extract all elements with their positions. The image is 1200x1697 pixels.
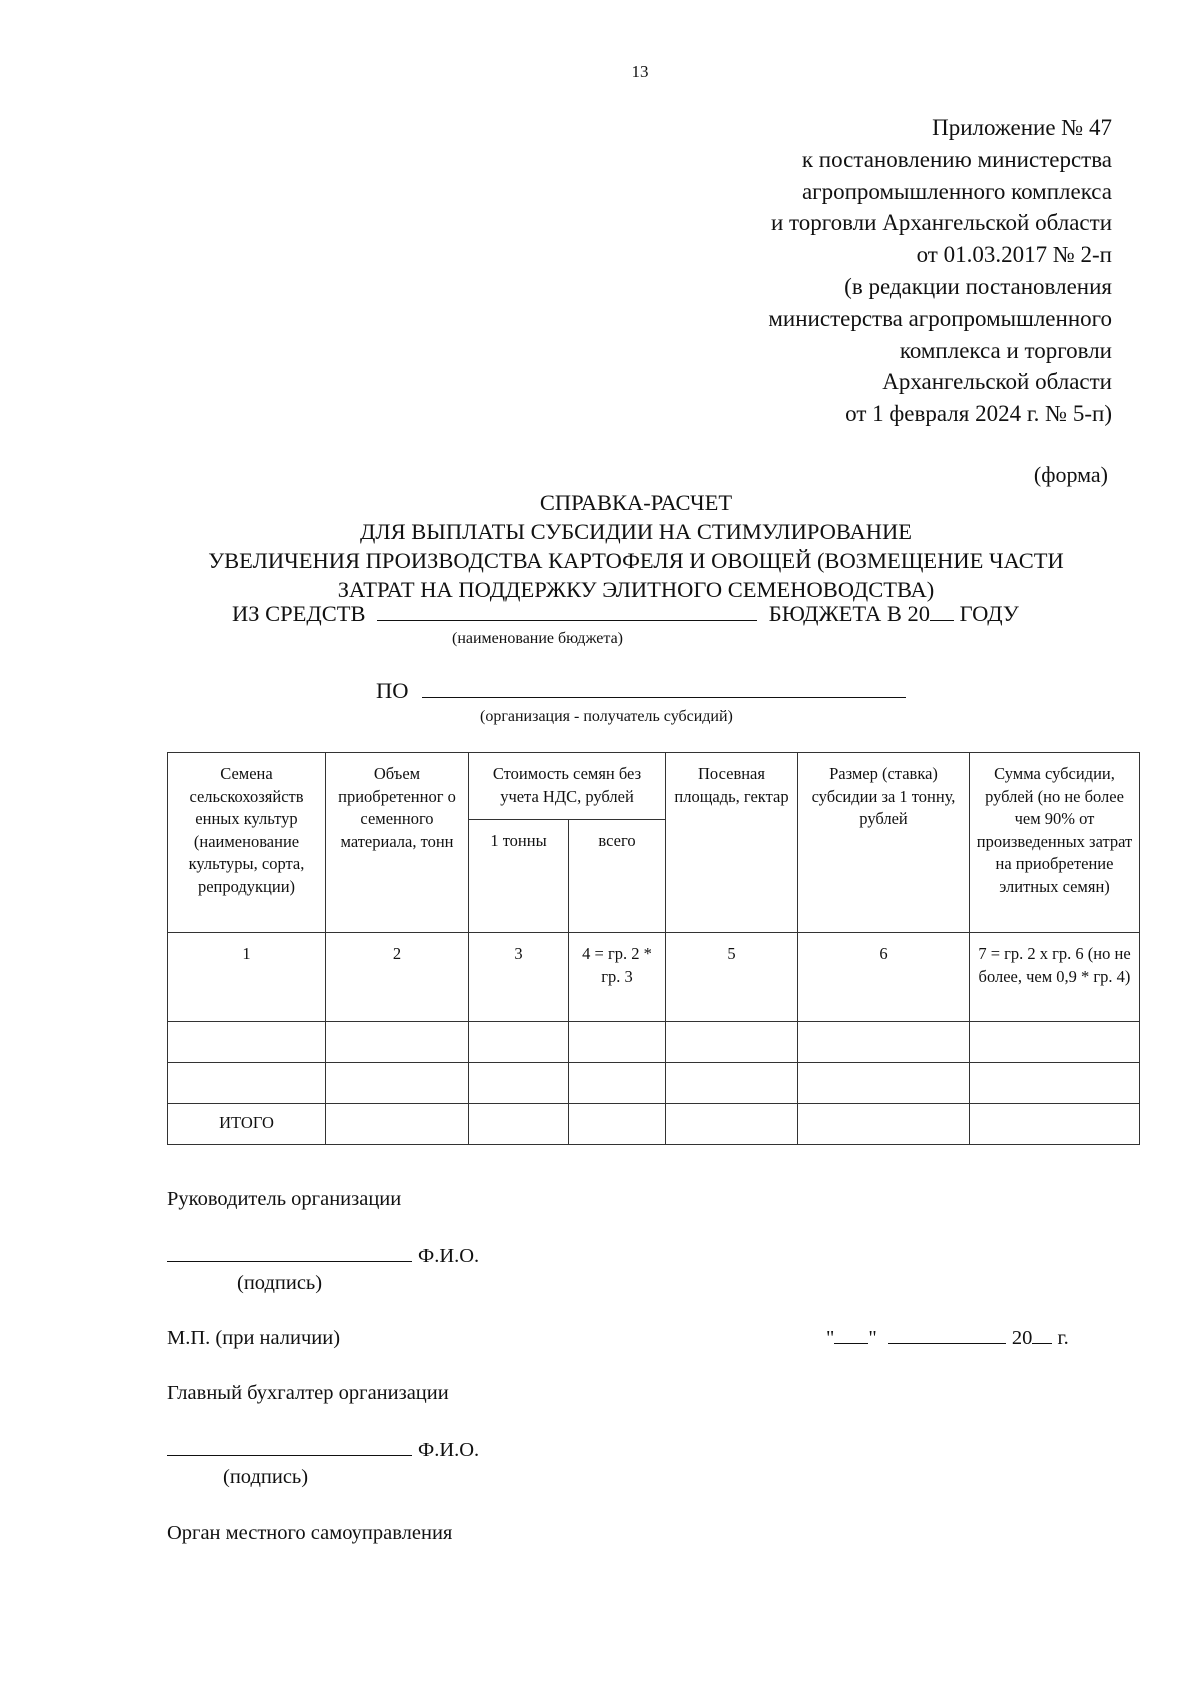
budget-suffix-end: ГОДУ xyxy=(959,601,1019,626)
table-cell[interactable] xyxy=(798,1104,970,1145)
org-name-blank[interactable] xyxy=(422,679,906,698)
table-cell[interactable] xyxy=(970,1104,1140,1145)
table-row xyxy=(168,1022,1140,1063)
table-cell[interactable] xyxy=(666,1022,798,1063)
budget-suffix: БЮДЖЕТА В 20 xyxy=(768,601,931,626)
header-cost-total: всего xyxy=(569,820,666,933)
table-cell[interactable] xyxy=(326,1104,469,1145)
header-rate: Размер (ставка) субсидии за 1 тонну, рублей xyxy=(798,753,970,933)
appendix-line: (в редакции постановления xyxy=(844,273,1112,299)
date-suffix: г. xyxy=(1057,1327,1069,1349)
table-cell[interactable] xyxy=(326,1063,469,1104)
header-volume: Объем приобретенног о семенного материала, тонн xyxy=(326,753,469,933)
head-title: Руководитель организации xyxy=(167,1188,402,1210)
accountant-signature-hint: (подпись) xyxy=(223,1466,309,1488)
col-number: 1 xyxy=(168,933,326,1022)
col-number: 2 xyxy=(326,933,469,1022)
accountant-title: Главный бухгалтер организации xyxy=(167,1382,449,1404)
title-line: ЗАТРАТ НА ПОДДЕРЖКУ ЭЛИТНОГО СЕМЕНОВОДСТВА) xyxy=(337,577,935,602)
table-cell[interactable] xyxy=(970,1022,1140,1063)
title-line: ДЛЯ ВЫПЛАТЫ СУБСИДИИ НА СТИМУЛИРОВАНИЕ xyxy=(360,519,912,544)
col-number: 7 = гр. 2 х гр. 6 (но не более, чем 0,9 * гр. 4) xyxy=(970,933,1140,1022)
accountant-signature-blank[interactable] xyxy=(167,1437,412,1456)
header-subsidy-sum: Сумма субсидии, рублей (но не более чем 90% от произведенных затрат на приобретение элитных семян) xyxy=(970,753,1140,933)
accountant-fio: Ф.И.О. xyxy=(418,1439,480,1461)
table-cell[interactable] xyxy=(469,1022,569,1063)
col-number: 4 = гр. 2 * гр. 3 xyxy=(569,933,666,1022)
table-cell[interactable] xyxy=(798,1063,970,1104)
appendix-line: Приложение № 47 xyxy=(932,115,1112,140)
table-cell[interactable] xyxy=(798,1022,970,1063)
table-cell[interactable] xyxy=(469,1063,569,1104)
page-number: 13 xyxy=(631,62,649,81)
table-row xyxy=(168,1063,1140,1104)
date-year-blank[interactable] xyxy=(1032,1327,1052,1344)
appendix-line: комплекса и торговли xyxy=(899,337,1112,363)
table-cell[interactable] xyxy=(666,1063,798,1104)
stamp-label: М.П. (при наличии) xyxy=(167,1327,341,1349)
budget-year-blank[interactable] xyxy=(930,602,954,621)
local-gov-label: Орган местного самоуправления xyxy=(167,1522,453,1544)
appendix-line: министерства агропромышленного xyxy=(768,305,1112,331)
table-cell[interactable] xyxy=(970,1063,1140,1104)
date-quote-close: " xyxy=(868,1327,877,1349)
budget-name-blank[interactable] xyxy=(377,602,757,621)
budget-line xyxy=(232,601,1019,627)
title-line: СПРАВКА-РАСЧЕТ xyxy=(539,490,733,515)
org-prefix: ПО xyxy=(376,678,409,703)
org-line xyxy=(376,678,906,704)
appendix-line: от 1 февраля 2024 г. № 5-п) xyxy=(845,401,1112,427)
table-cell[interactable] xyxy=(569,1022,666,1063)
head-signature-hint: (подпись) xyxy=(237,1272,323,1294)
date-year: 20 xyxy=(1011,1327,1033,1349)
budget-hint: (наименование бюджета) xyxy=(452,630,623,647)
appendix-line: агропромышленного комплекса xyxy=(801,178,1112,204)
date-quote-open: " xyxy=(826,1327,835,1349)
col-number: 6 xyxy=(798,933,970,1022)
subsidy-table xyxy=(167,752,1140,1145)
appendix-line: к постановлению министерства xyxy=(801,146,1112,172)
date-line xyxy=(826,1327,1069,1350)
table-cell[interactable] xyxy=(569,1063,666,1104)
table-total-row xyxy=(168,1104,1140,1145)
head-signature-blank[interactable] xyxy=(167,1243,412,1262)
appendix-line: от 01.03.2017 № 2-п xyxy=(916,242,1112,268)
header-crop: Семена сельскохозяйств енных культур (наименование культуры, сорта, репродукции) xyxy=(168,753,326,933)
table-cell[interactable] xyxy=(469,1104,569,1145)
header-cost-group: Стоимость семян без учета НДС, рублей xyxy=(469,753,666,820)
col-number: 5 xyxy=(666,933,798,1022)
table-cell[interactable] xyxy=(569,1104,666,1145)
header-cost-per-ton: 1 тонны xyxy=(469,820,569,933)
appendix-block xyxy=(768,112,1112,430)
budget-prefix: ИЗ СРЕДСТВ xyxy=(232,601,366,626)
head-fio: Ф.И.О. xyxy=(418,1245,480,1267)
header-area: Посевная площадь, гектар xyxy=(666,753,798,933)
document-title xyxy=(166,488,1106,604)
title-line: УВЕЛИЧЕНИЯ ПРОИЗВОДСТВА КАРТОФЕЛЯ И ОВОЩЕЙ (ВОЗМЕЩЕНИЕ ЧАСТИ xyxy=(208,548,1064,573)
appendix-line: Архангельской области xyxy=(882,369,1112,395)
head-signature-line xyxy=(167,1243,479,1268)
table-cell[interactable] xyxy=(326,1022,469,1063)
form-label: (форма) xyxy=(1033,462,1108,487)
table-header-row xyxy=(168,753,1140,820)
table-cell[interactable] xyxy=(168,1022,326,1063)
table-cell[interactable] xyxy=(168,1063,326,1104)
accountant-signature-line xyxy=(167,1437,479,1462)
date-month-blank[interactable] xyxy=(888,1327,1006,1344)
date-day-blank[interactable] xyxy=(834,1327,868,1344)
total-label: ИТОГО xyxy=(168,1104,326,1145)
table-cell[interactable] xyxy=(666,1104,798,1145)
appendix-line: и торговли Архангельской области xyxy=(770,210,1112,236)
table-number-row xyxy=(168,933,1140,1022)
col-number: 3 xyxy=(469,933,569,1022)
org-hint: (организация - получатель субсидий) xyxy=(480,708,733,725)
